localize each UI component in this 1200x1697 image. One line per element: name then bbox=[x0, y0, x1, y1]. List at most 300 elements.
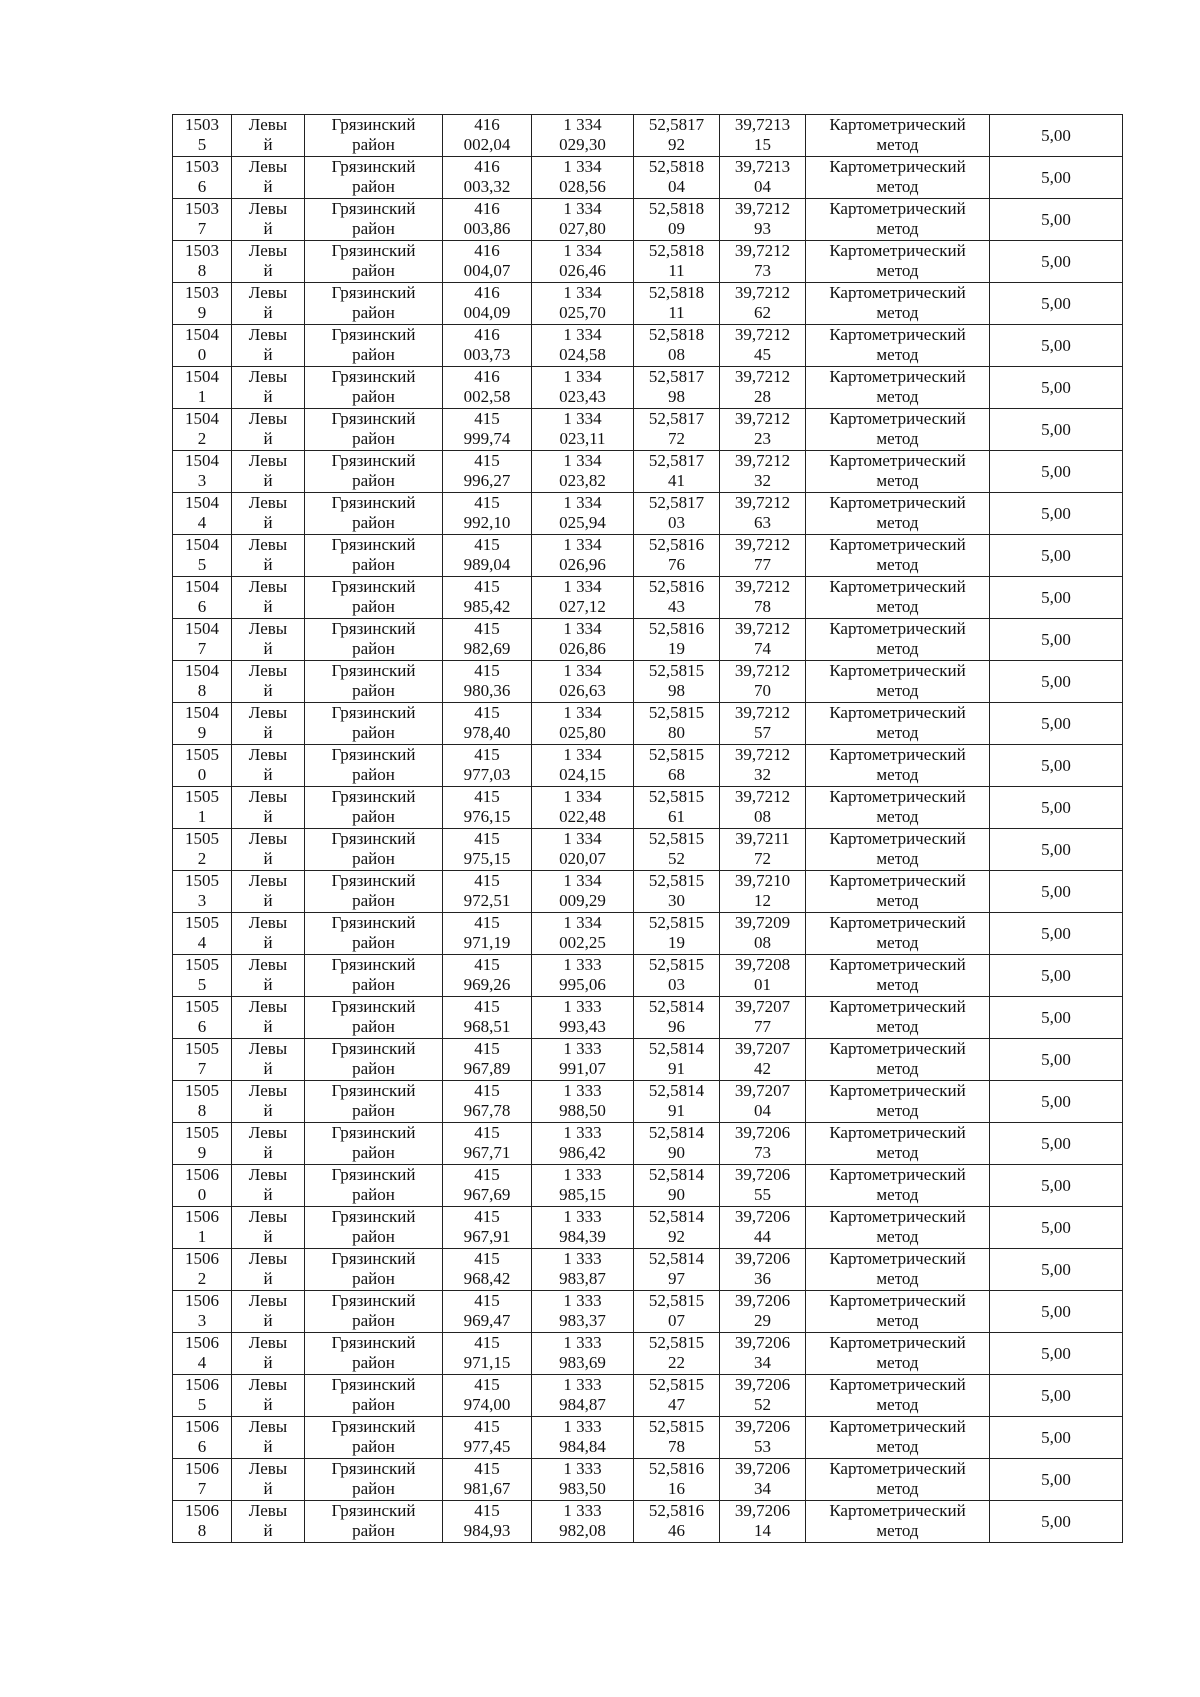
district-text-line: Грязинский bbox=[331, 1207, 416, 1226]
side-text-line: Левы bbox=[248, 1081, 288, 1100]
coordinate-y-text-line: 984,87 bbox=[559, 1395, 606, 1414]
coordinate-x-cell bbox=[443, 1123, 532, 1165]
table-row bbox=[173, 829, 1123, 871]
coordinate-y-cell bbox=[532, 493, 634, 535]
coordinate-x-text-line: 982,69 bbox=[463, 639, 511, 658]
coordinate-x-text-line: 002,04 bbox=[463, 135, 511, 154]
method-text-line: Картометрический bbox=[829, 1081, 966, 1100]
district-cell bbox=[305, 1459, 443, 1501]
side-text-line: й bbox=[263, 1269, 273, 1288]
point-number-text-line: 7 bbox=[197, 219, 207, 238]
coordinate-x-text-line: 415 bbox=[474, 661, 500, 680]
side-text-line: Левы bbox=[248, 157, 288, 176]
coordinate-x-cell bbox=[443, 1039, 532, 1081]
coordinate-y-text-line: 983,69 bbox=[559, 1353, 606, 1372]
side-text-line: Левы bbox=[248, 409, 288, 428]
longitude-text-line: 08 bbox=[754, 807, 771, 826]
accuracy-cell: 5,00 bbox=[990, 1333, 1123, 1375]
district-cell bbox=[305, 703, 443, 745]
coordinate-x-cell bbox=[443, 325, 532, 367]
method-text-line: метод bbox=[876, 219, 919, 238]
coordinate-x-cell bbox=[443, 787, 532, 829]
longitude-cell bbox=[720, 115, 806, 157]
district-text-line: район bbox=[352, 555, 395, 574]
side-text-line: Левы bbox=[248, 1375, 288, 1394]
longitude-text-line: 04 bbox=[754, 1101, 771, 1120]
district-cell bbox=[305, 1081, 443, 1123]
coordinate-x-cell bbox=[443, 1459, 532, 1501]
district-text-line: район bbox=[352, 1521, 395, 1540]
point-number-text-line: 7 bbox=[197, 1479, 207, 1498]
district-cell bbox=[305, 1417, 443, 1459]
coordinate-y-cell bbox=[532, 661, 634, 703]
coordinate-y-cell bbox=[532, 577, 634, 619]
coordinate-y-cell bbox=[532, 1207, 634, 1249]
district-text-line: район bbox=[352, 303, 395, 322]
point-number-text-line: 1506 bbox=[185, 1249, 219, 1268]
side-text-line: Левы bbox=[248, 577, 288, 596]
latitude-text-line: 52,5815 bbox=[648, 703, 705, 722]
method-text-line: метод bbox=[876, 849, 919, 868]
method-text-line: Картометрический bbox=[829, 787, 966, 806]
coordinate-x-cell bbox=[443, 577, 532, 619]
coordinates-table bbox=[172, 114, 1123, 1543]
point-number-cell bbox=[173, 1375, 232, 1417]
latitude-text-line: 78 bbox=[668, 1437, 685, 1456]
side-text-line: й bbox=[263, 1479, 273, 1498]
district-text-line: Грязинский bbox=[331, 703, 416, 722]
side-cell bbox=[232, 1165, 305, 1207]
longitude-text-line: 39,7206 bbox=[734, 1501, 791, 1520]
method-text-line: Картометрический bbox=[829, 1291, 966, 1310]
table-row bbox=[173, 493, 1123, 535]
longitude-cell bbox=[720, 451, 806, 493]
method-text-line: Картометрический bbox=[829, 661, 966, 680]
coordinate-x-text-line: 977,03 bbox=[463, 765, 511, 784]
side-text-line: Левы bbox=[248, 1207, 288, 1226]
side-cell bbox=[232, 157, 305, 199]
coordinate-y-text-line: 1 334 bbox=[563, 745, 602, 764]
latitude-text-line: 92 bbox=[668, 135, 685, 154]
accuracy-cell: 5,00 bbox=[990, 241, 1123, 283]
latitude-text-line: 98 bbox=[668, 387, 685, 406]
side-text-line: Левы bbox=[248, 703, 288, 722]
side-text-line: Левы bbox=[248, 871, 288, 890]
coordinate-y-cell bbox=[532, 409, 634, 451]
latitude-cell bbox=[634, 1291, 720, 1333]
latitude-cell bbox=[634, 955, 720, 997]
coordinate-x-text-line: 971,15 bbox=[463, 1353, 511, 1372]
accuracy-cell: 5,00 bbox=[990, 1123, 1123, 1165]
coordinate-x-cell bbox=[443, 367, 532, 409]
side-cell bbox=[232, 1039, 305, 1081]
point-number-cell bbox=[173, 955, 232, 997]
latitude-text-line: 04 bbox=[668, 177, 685, 196]
coordinate-y-text-line: 984,84 bbox=[559, 1437, 606, 1456]
coordinate-y-cell bbox=[532, 1333, 634, 1375]
latitude-cell bbox=[634, 451, 720, 493]
coordinate-y-cell bbox=[532, 535, 634, 577]
side-text-line: Левы bbox=[248, 1123, 288, 1142]
accuracy-cell: 5,00 bbox=[990, 1375, 1123, 1417]
longitude-text-line: 39,7213 bbox=[734, 115, 791, 134]
latitude-text-line: 11 bbox=[668, 261, 685, 280]
coordinate-y-text-line: 1 333 bbox=[563, 1375, 602, 1394]
coordinate-y-text-line: 1 333 bbox=[563, 1417, 602, 1436]
table-row bbox=[173, 1501, 1123, 1543]
longitude-text-line: 72 bbox=[754, 849, 771, 868]
point-number-text-line: 7 bbox=[197, 1059, 207, 1078]
longitude-text-line: 34 bbox=[754, 1353, 771, 1372]
point-number-text-line: 1506 bbox=[185, 1207, 219, 1226]
district-cell bbox=[305, 997, 443, 1039]
point-number-text-line: 1503 bbox=[185, 199, 219, 218]
coordinate-x-text-line: 967,69 bbox=[463, 1185, 511, 1204]
longitude-cell bbox=[720, 997, 806, 1039]
coordinate-y-text-line: 028,56 bbox=[559, 177, 606, 196]
method-cell bbox=[806, 1501, 990, 1543]
latitude-cell bbox=[634, 1039, 720, 1081]
longitude-text-line: 39,7206 bbox=[734, 1375, 791, 1394]
coordinate-x-cell bbox=[443, 1207, 532, 1249]
side-text-line: й bbox=[263, 1101, 273, 1120]
side-cell bbox=[232, 241, 305, 283]
longitude-text-line: 01 bbox=[754, 975, 771, 994]
longitude-text-line: 39,7212 bbox=[734, 661, 791, 680]
point-number-cell bbox=[173, 157, 232, 199]
district-text-line: Грязинский bbox=[331, 535, 416, 554]
point-number-cell bbox=[173, 871, 232, 913]
side-cell bbox=[232, 955, 305, 997]
side-text-line: й bbox=[263, 303, 273, 322]
longitude-cell bbox=[720, 1207, 806, 1249]
coordinate-y-text-line: 024,58 bbox=[559, 345, 606, 364]
point-number-text-line: 2 bbox=[197, 1269, 207, 1288]
coordinate-x-text-line: 416 bbox=[474, 325, 500, 344]
coordinate-y-cell bbox=[532, 1123, 634, 1165]
latitude-text-line: 52,5814 bbox=[648, 1123, 705, 1142]
coordinate-y-cell bbox=[532, 1291, 634, 1333]
coordinate-y-text-line: 1 333 bbox=[563, 1165, 602, 1184]
latitude-cell bbox=[634, 1417, 720, 1459]
district-cell bbox=[305, 1207, 443, 1249]
longitude-cell bbox=[720, 325, 806, 367]
latitude-cell bbox=[634, 1249, 720, 1291]
method-cell bbox=[806, 115, 990, 157]
coordinate-y-text-line: 1 334 bbox=[563, 829, 602, 848]
district-cell bbox=[305, 493, 443, 535]
coordinate-x-text-line: 004,07 bbox=[463, 261, 511, 280]
longitude-cell bbox=[720, 829, 806, 871]
table-row bbox=[173, 1165, 1123, 1207]
latitude-text-line: 52,5815 bbox=[648, 787, 705, 806]
latitude-cell bbox=[634, 115, 720, 157]
district-text-line: Грязинский bbox=[331, 619, 416, 638]
method-cell bbox=[806, 199, 990, 241]
latitude-text-line: 52,5817 bbox=[648, 409, 705, 428]
district-cell bbox=[305, 367, 443, 409]
table-row bbox=[173, 1123, 1123, 1165]
district-text-line: район bbox=[352, 933, 395, 952]
latitude-text-line: 52,5815 bbox=[648, 661, 705, 680]
accuracy-cell: 5,00 bbox=[990, 367, 1123, 409]
coordinate-x-text-line: 985,42 bbox=[463, 597, 511, 616]
point-number-text-line: 1505 bbox=[185, 871, 219, 890]
latitude-text-line: 52,5814 bbox=[648, 1207, 705, 1226]
coordinate-y-text-line: 025,80 bbox=[559, 723, 606, 742]
latitude-text-line: 52,5817 bbox=[648, 451, 705, 470]
table-row bbox=[173, 1333, 1123, 1375]
coordinate-y-cell bbox=[532, 913, 634, 955]
point-number-cell bbox=[173, 1039, 232, 1081]
side-text-line: Левы bbox=[248, 745, 288, 764]
coordinate-x-text-line: 972,51 bbox=[463, 891, 511, 910]
coordinate-y-text-line: 1 334 bbox=[563, 283, 602, 302]
district-text-line: район bbox=[352, 597, 395, 616]
table-row bbox=[173, 283, 1123, 325]
point-number-cell bbox=[173, 1417, 232, 1459]
coordinate-y-cell bbox=[532, 325, 634, 367]
latitude-text-line: 52,5818 bbox=[648, 325, 705, 344]
side-cell bbox=[232, 1123, 305, 1165]
longitude-cell bbox=[720, 913, 806, 955]
point-number-text-line: 1 bbox=[197, 807, 207, 826]
side-text-line: й bbox=[263, 723, 273, 742]
latitude-text-line: 30 bbox=[668, 891, 685, 910]
coordinate-y-text-line: 009,29 bbox=[559, 891, 606, 910]
coordinate-x-text-line: 415 bbox=[474, 451, 500, 470]
side-text-line: Левы bbox=[248, 115, 288, 134]
coordinate-x-text-line: 415 bbox=[474, 913, 500, 932]
side-text-line: Левы bbox=[248, 367, 288, 386]
side-text-line: Левы bbox=[248, 1501, 288, 1520]
coordinate-x-text-line: 415 bbox=[474, 619, 500, 638]
latitude-cell bbox=[634, 871, 720, 913]
side-text-line: й bbox=[263, 975, 273, 994]
latitude-cell bbox=[634, 913, 720, 955]
latitude-text-line: 43 bbox=[668, 597, 685, 616]
coordinate-x-text-line: 415 bbox=[474, 1039, 500, 1058]
method-text-line: метод bbox=[876, 807, 919, 826]
method-text-line: метод bbox=[876, 723, 919, 742]
method-text-line: метод bbox=[876, 303, 919, 322]
table-row bbox=[173, 1459, 1123, 1501]
point-number-cell bbox=[173, 913, 232, 955]
latitude-text-line: 52,5816 bbox=[648, 619, 705, 638]
longitude-cell bbox=[720, 661, 806, 703]
method-text-line: Картометрический bbox=[829, 1459, 966, 1478]
district-text-line: Грязинский bbox=[331, 283, 416, 302]
coordinate-y-text-line: 983,37 bbox=[559, 1311, 606, 1330]
method-text-line: Картометрический bbox=[829, 241, 966, 260]
coordinate-x-cell bbox=[443, 1081, 532, 1123]
latitude-text-line: 52,5815 bbox=[648, 829, 705, 848]
coordinate-x-text-line: 967,71 bbox=[463, 1143, 511, 1162]
coordinate-x-text-line: 967,89 bbox=[463, 1059, 511, 1078]
latitude-text-line: 52,5814 bbox=[648, 1165, 705, 1184]
longitude-text-line: 39,7206 bbox=[734, 1333, 791, 1352]
latitude-text-line: 47 bbox=[668, 1395, 685, 1414]
method-cell bbox=[806, 1123, 990, 1165]
longitude-cell bbox=[720, 619, 806, 661]
district-cell bbox=[305, 325, 443, 367]
longitude-text-line: 15 bbox=[754, 135, 771, 154]
point-number-text-line: 2 bbox=[197, 429, 207, 448]
accuracy-cell: 5,00 bbox=[990, 619, 1123, 661]
longitude-cell bbox=[720, 1291, 806, 1333]
side-text-line: й bbox=[263, 1227, 273, 1246]
method-cell bbox=[806, 283, 990, 325]
latitude-cell bbox=[634, 1081, 720, 1123]
method-cell bbox=[806, 1249, 990, 1291]
point-number-text-line: 1504 bbox=[185, 703, 219, 722]
point-number-cell bbox=[173, 1333, 232, 1375]
latitude-text-line: 03 bbox=[668, 975, 685, 994]
coordinate-x-text-line: 003,86 bbox=[463, 219, 511, 238]
district-text-line: район bbox=[352, 1479, 395, 1498]
longitude-text-line: 39,7212 bbox=[734, 745, 791, 764]
method-text-line: метод bbox=[876, 639, 919, 658]
coordinate-y-text-line: 026,86 bbox=[559, 639, 606, 658]
latitude-cell bbox=[634, 829, 720, 871]
district-cell bbox=[305, 409, 443, 451]
point-number-text-line: 1504 bbox=[185, 535, 219, 554]
method-cell bbox=[806, 157, 990, 199]
latitude-cell bbox=[634, 745, 720, 787]
latitude-text-line: 52,5815 bbox=[648, 1333, 705, 1352]
longitude-text-line: 39,7212 bbox=[734, 367, 791, 386]
district-text-line: Грязинский bbox=[331, 1123, 416, 1142]
coordinate-x-cell bbox=[443, 1333, 532, 1375]
point-number-text-line: 1504 bbox=[185, 661, 219, 680]
district-text-line: Грязинский bbox=[331, 367, 416, 386]
latitude-text-line: 09 bbox=[668, 219, 685, 238]
method-cell bbox=[806, 1207, 990, 1249]
point-number-text-line: 1504 bbox=[185, 577, 219, 596]
coordinate-y-cell bbox=[532, 1459, 634, 1501]
coordinate-y-text-line: 1 333 bbox=[563, 1333, 602, 1352]
longitude-text-line: 63 bbox=[754, 513, 771, 532]
method-cell bbox=[806, 619, 990, 661]
coordinate-x-cell bbox=[443, 493, 532, 535]
coordinate-x-text-line: 980,36 bbox=[463, 681, 511, 700]
accuracy-cell: 5,00 bbox=[990, 997, 1123, 1039]
latitude-text-line: 07 bbox=[668, 1311, 685, 1330]
point-number-text-line: 1506 bbox=[185, 1291, 219, 1310]
table-row bbox=[173, 1291, 1123, 1333]
coordinate-x-cell bbox=[443, 913, 532, 955]
side-cell bbox=[232, 1333, 305, 1375]
side-cell bbox=[232, 871, 305, 913]
district-text-line: Грязинский bbox=[331, 1291, 416, 1310]
coordinate-x-text-line: 996,27 bbox=[463, 471, 511, 490]
point-number-text-line: 1503 bbox=[185, 283, 219, 302]
point-number-text-line: 3 bbox=[197, 471, 207, 490]
longitude-text-line: 34 bbox=[754, 1479, 771, 1498]
latitude-text-line: 72 bbox=[668, 429, 685, 448]
coordinate-y-cell bbox=[532, 703, 634, 745]
accuracy-cell: 5,00 bbox=[990, 661, 1123, 703]
side-cell bbox=[232, 703, 305, 745]
latitude-text-line: 80 bbox=[668, 723, 685, 742]
longitude-text-line: 39,7212 bbox=[734, 535, 791, 554]
coordinate-x-text-line: 416 bbox=[474, 241, 500, 260]
point-number-text-line: 1505 bbox=[185, 787, 219, 806]
coordinate-x-text-line: 999,74 bbox=[463, 429, 511, 448]
coordinate-x-text-line: 415 bbox=[474, 1417, 500, 1436]
accuracy-cell: 5,00 bbox=[990, 955, 1123, 997]
side-cell bbox=[232, 115, 305, 157]
latitude-cell bbox=[634, 409, 720, 451]
longitude-text-line: 73 bbox=[754, 1143, 771, 1162]
side-cell bbox=[232, 745, 305, 787]
side-cell bbox=[232, 451, 305, 493]
latitude-cell bbox=[634, 199, 720, 241]
method-text-line: метод bbox=[876, 387, 919, 406]
table-row bbox=[173, 1081, 1123, 1123]
side-text-line: Левы bbox=[248, 325, 288, 344]
latitude-cell bbox=[634, 1123, 720, 1165]
coordinate-x-cell bbox=[443, 1375, 532, 1417]
longitude-text-line: 77 bbox=[754, 555, 771, 574]
longitude-cell bbox=[720, 1417, 806, 1459]
latitude-text-line: 52,5814 bbox=[648, 997, 705, 1016]
method-text-line: метод bbox=[876, 1143, 919, 1162]
point-number-text-line: 3 bbox=[197, 891, 207, 910]
method-text-line: Картометрический bbox=[829, 199, 966, 218]
point-number-cell bbox=[173, 1459, 232, 1501]
point-number-text-line: 5 bbox=[197, 975, 207, 994]
coordinate-x-text-line: 415 bbox=[474, 1123, 500, 1142]
coordinate-x-cell bbox=[443, 997, 532, 1039]
coordinate-y-cell bbox=[532, 1249, 634, 1291]
district-cell bbox=[305, 1249, 443, 1291]
method-cell bbox=[806, 1459, 990, 1501]
longitude-cell bbox=[720, 493, 806, 535]
point-number-text-line: 8 bbox=[197, 681, 207, 700]
point-number-text-line: 1505 bbox=[185, 829, 219, 848]
method-cell bbox=[806, 997, 990, 1039]
accuracy-cell: 5,00 bbox=[990, 1459, 1123, 1501]
side-text-line: Левы bbox=[248, 1333, 288, 1352]
coordinate-y-text-line: 1 334 bbox=[563, 493, 602, 512]
coordinate-y-text-line: 1 334 bbox=[563, 451, 602, 470]
latitude-cell bbox=[634, 787, 720, 829]
latitude-text-line: 90 bbox=[668, 1143, 685, 1162]
longitude-text-line: 73 bbox=[754, 261, 771, 280]
point-number-cell bbox=[173, 1123, 232, 1165]
district-text-line: район bbox=[352, 849, 395, 868]
point-number-text-line: 1505 bbox=[185, 1123, 219, 1142]
side-text-line: й bbox=[263, 1017, 273, 1036]
point-number-text-line: 5 bbox=[197, 135, 207, 154]
latitude-cell bbox=[634, 997, 720, 1039]
district-text-line: район bbox=[352, 765, 395, 784]
latitude-text-line: 52,5814 bbox=[648, 1081, 705, 1100]
coordinate-y-text-line: 1 334 bbox=[563, 199, 602, 218]
coordinate-y-text-line: 1 333 bbox=[563, 955, 602, 974]
coordinate-x-text-line: 003,32 bbox=[463, 177, 511, 196]
method-text-line: Картометрический bbox=[829, 1501, 966, 1520]
coordinate-x-text-line: 978,40 bbox=[463, 723, 511, 742]
district-text-line: Грязинский bbox=[331, 1333, 416, 1352]
district-text-line: район bbox=[352, 1143, 395, 1162]
method-text-line: метод bbox=[876, 1437, 919, 1456]
method-text-line: Картометрический bbox=[829, 1249, 966, 1268]
coordinate-x-text-line: 415 bbox=[474, 409, 500, 428]
longitude-text-line: 29 bbox=[754, 1311, 771, 1330]
method-text-line: метод bbox=[876, 681, 919, 700]
